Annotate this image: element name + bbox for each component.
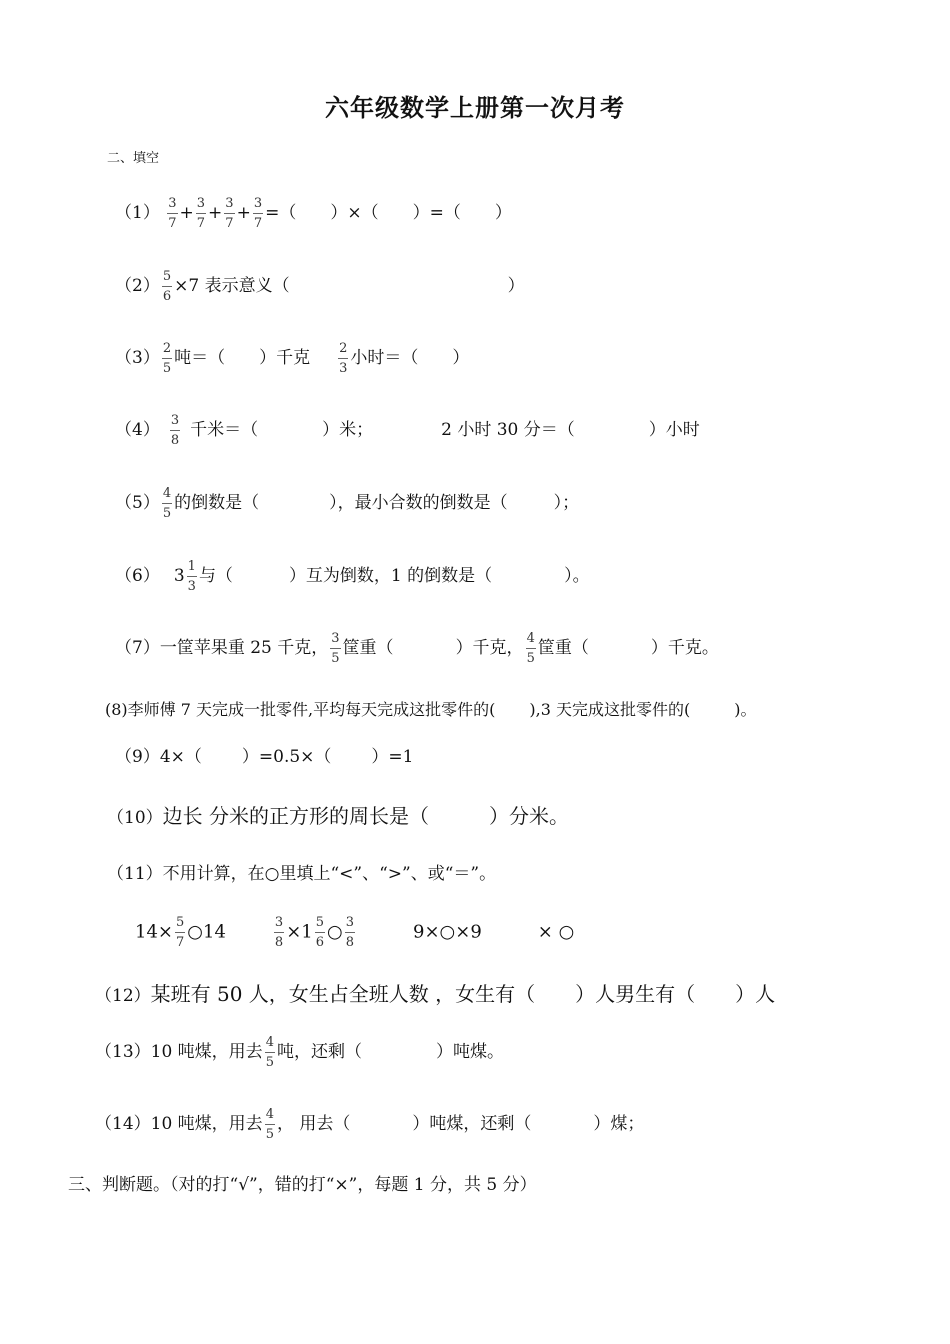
fraction: $\frac{3}{5}$: [331, 631, 340, 666]
fraction: $\frac{3}{8}$: [274, 915, 284, 950]
question-4: （4） $\frac{3}{8}$ 千米＝（ ）米； 2 小时 30 分＝（ ）小时: [115, 413, 700, 448]
section-true-false-heading: 三、判断题。（对的打“√”，错的打“×”，每题 1 分，共 5 分）: [68, 1175, 537, 1195]
fraction: $\frac{4}{5}$: [162, 486, 172, 521]
fraction: $\frac{3}{7}$: [253, 196, 263, 231]
fraction: $\frac{3}{8}$: [170, 413, 180, 448]
fraction: $\frac{3}{7}$: [225, 196, 234, 231]
question-14: （14）10 吨煤，用去 $\frac{4}{5}$ ， 用去（ ）吨煤，还剩（ ）煤；: [95, 1107, 645, 1142]
fraction: $\frac{3}{7}$: [168, 196, 177, 231]
question-6: （6） 3 $\frac{1}{3}$ 与（ ）互为倒数，1 的倒数是（ ）。: [115, 559, 590, 594]
question-11: （11）不用计算，在○里填上“<”、“>”、或“＝”。: [107, 864, 497, 884]
question-12: （12）某班有 50 人，女生占全班人数 ，女生有（ ）人男生有（ ）人: [95, 982, 776, 1006]
fraction: $\frac{4}{5}$: [265, 1107, 274, 1142]
page-title: 六年级数学上册第一次月考: [325, 93, 625, 122]
fraction: $\frac{4}{5}$: [526, 631, 535, 666]
question-3: （3） $\frac{2}{5}$ 吨＝（ ）千克 $\frac{2}{3}$ 小时＝（ ）: [115, 341, 470, 376]
fraction: $\frac{5}{7}$: [176, 915, 185, 950]
question-8: (8)李师傅 7 天完成一批零件,平均每天完成这批零件的( ),3 天完成这批零件的( )。: [105, 700, 757, 719]
question-7: （7）一筐苹果重 25 千克， $\frac{3}{5}$ 筐重（ ）千克， $\frac{4}{5}$ 筐重（ ）千克。: [115, 631, 719, 666]
question-13: （13）10 吨煤，用去 $\frac{4}{5}$ 吨，还剩（ ）吨煤。: [95, 1035, 504, 1070]
question-10: （10）边长 分米的正方形的周长是（ ）分米。: [107, 804, 569, 828]
question-5: （5） $\frac{4}{5}$ 的倒数是（ ），最小合数的倒数是（ ）；: [115, 486, 580, 521]
question-9: （9）4×（ ）=0.5×（ ）=1: [115, 747, 414, 767]
fraction: $\frac{5}{6}$: [162, 269, 172, 304]
fraction: $\frac{1}{3}$: [187, 559, 196, 594]
fraction: $\frac{5}{6}$: [315, 915, 325, 950]
section-fill-in-heading: 二、填空: [107, 151, 160, 166]
fraction: $\frac{3}{8}$: [345, 915, 355, 950]
fraction: $\frac{4}{5}$: [265, 1035, 274, 1070]
comparison-row: 14× $\frac{5}{7}$ ○14 $\frac{3}{8}$ ×1 $\frac{5}{6}$ ○ $\frac{3}{8}$ 9×○×9 × ○: [135, 915, 575, 950]
question-2: （2） $\frac{5}{6}$ ×7 表示意义（ ）: [115, 269, 525, 304]
fraction: $\frac{3}{7}$: [196, 196, 206, 231]
question-1: （1） $\frac{3}{7}$ + $\frac{3}{7}$ + $\frac{3}{7}$ + $\frac{3}{7}$ =（ ）×（ ）=（ ）: [115, 196, 512, 231]
fraction: $\frac{2}{5}$: [162, 341, 172, 376]
fraction: $\frac{2}{3}$: [339, 341, 348, 376]
